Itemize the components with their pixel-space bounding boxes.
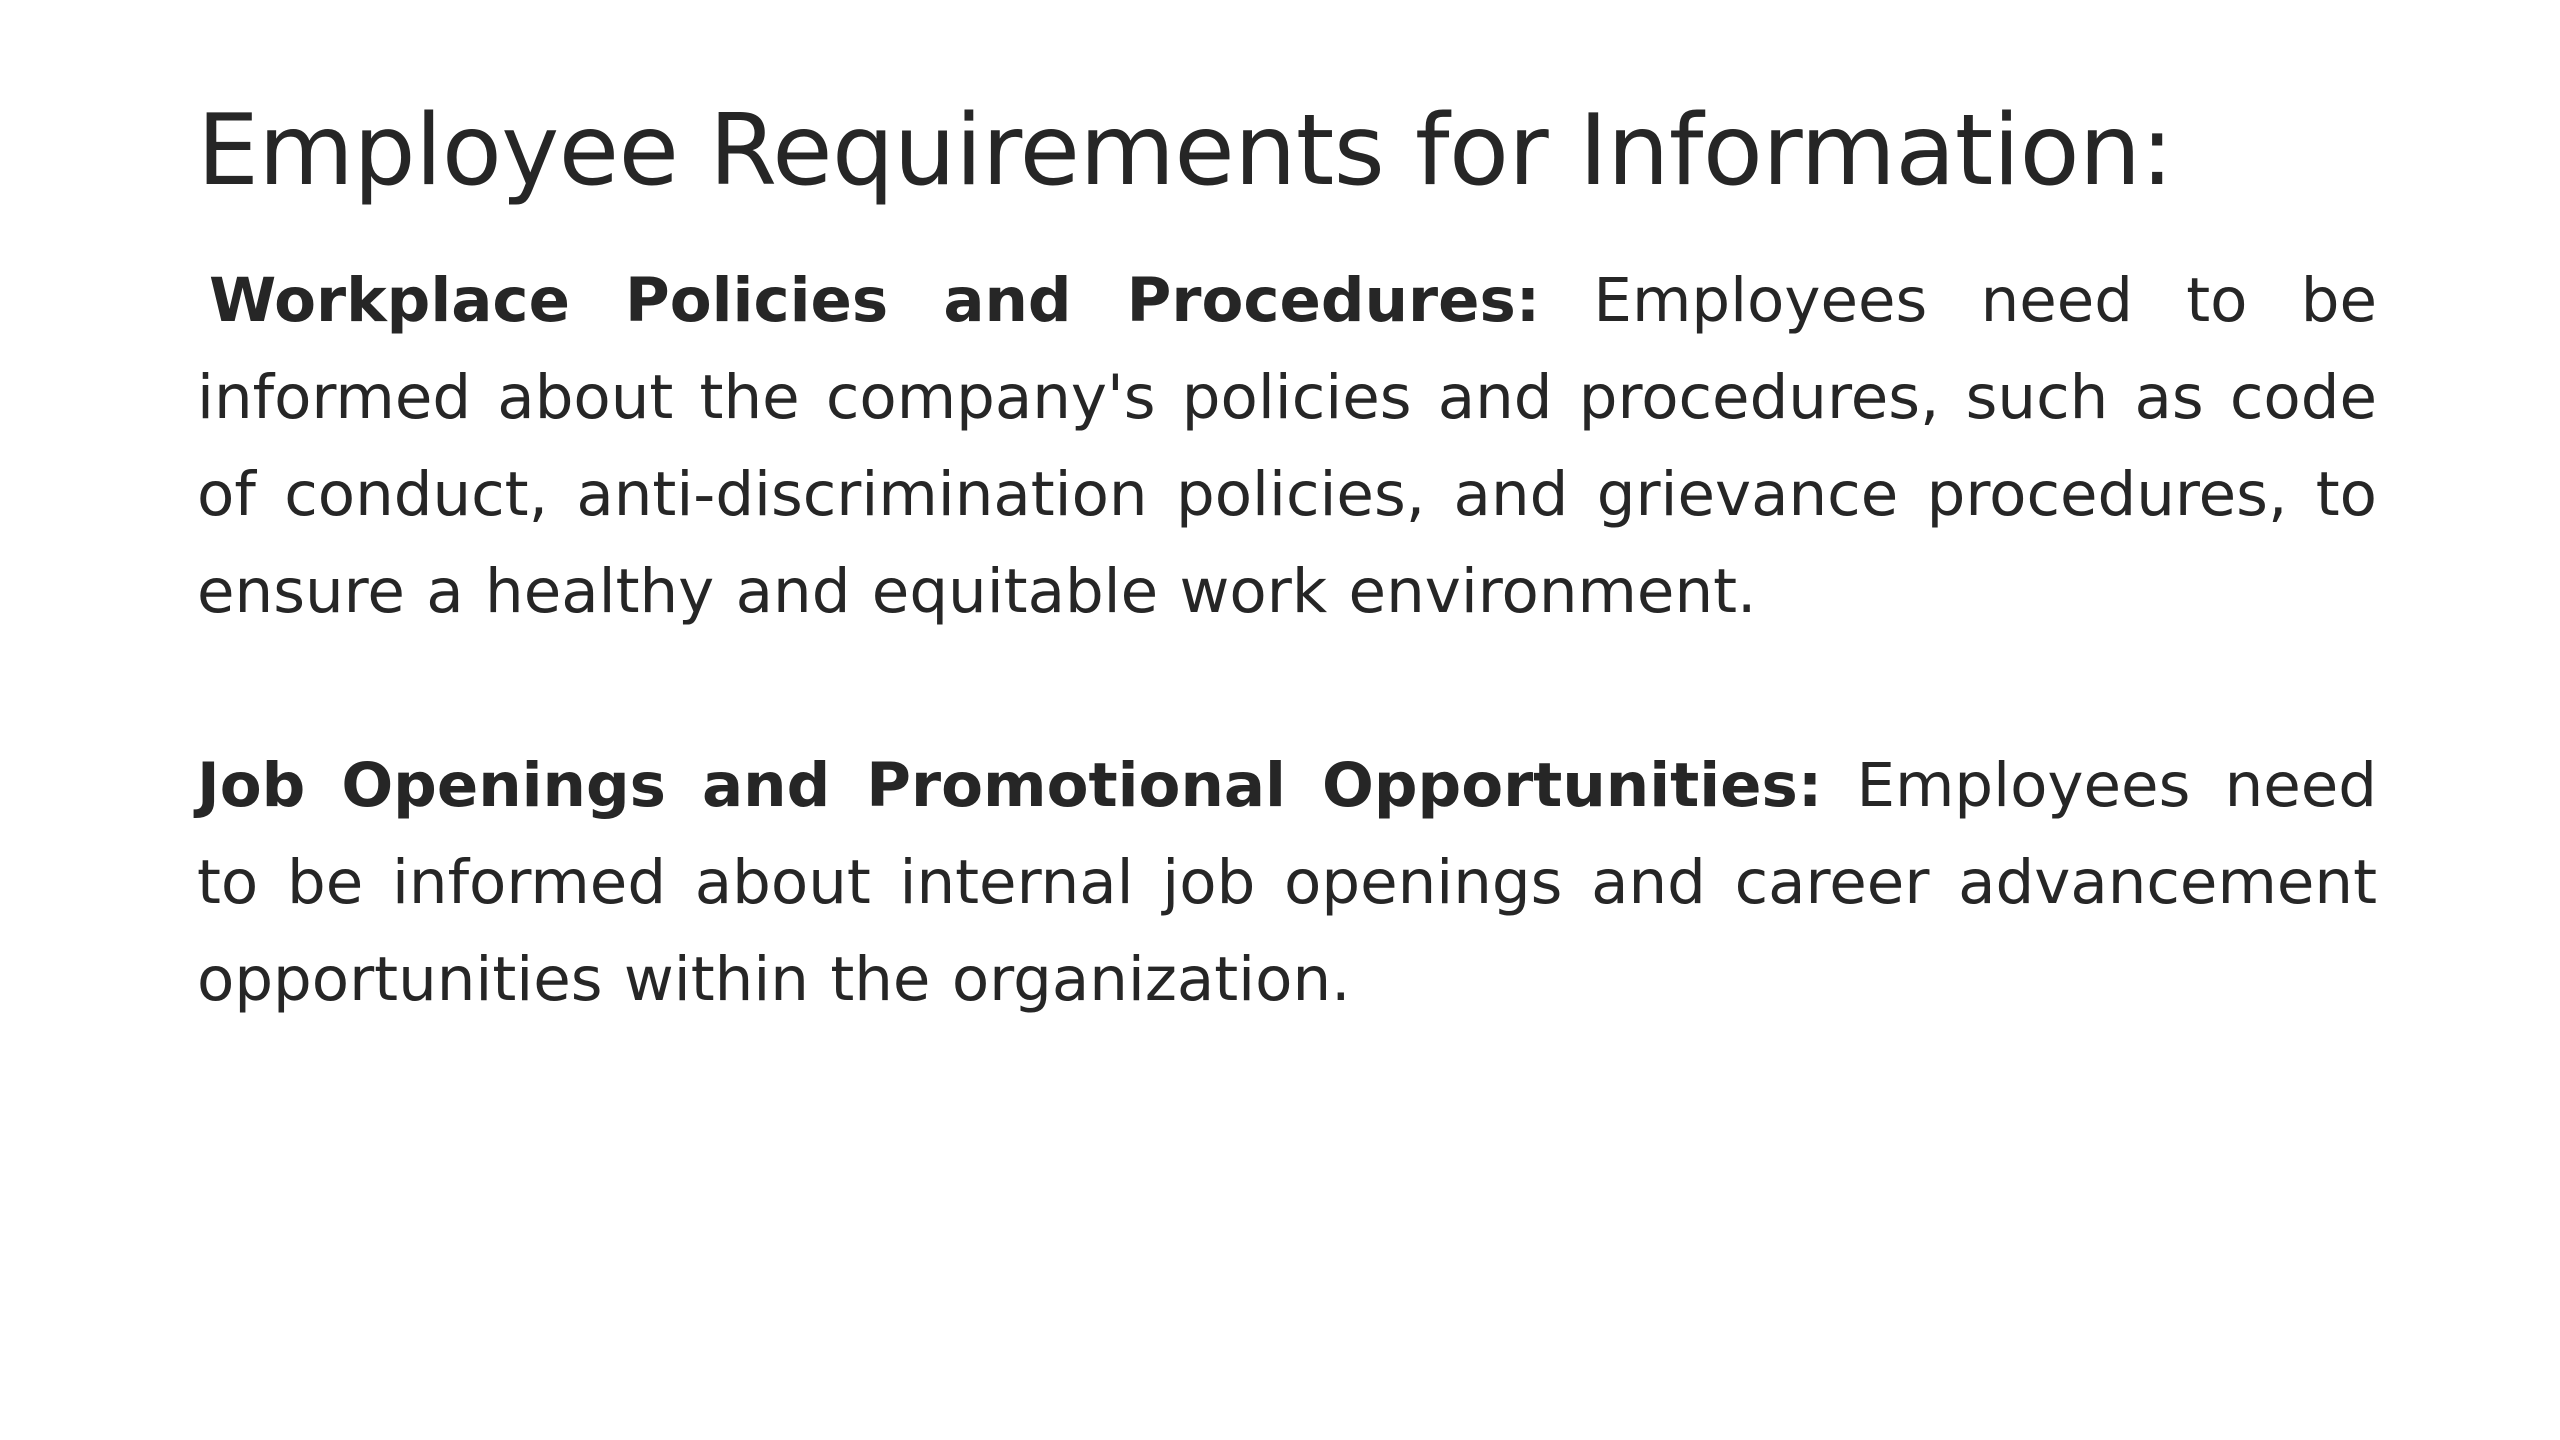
paragraph-heading: Job Openings and Promotional Opportunities: — [197, 750, 1823, 821]
slide-body — [197, 252, 2377, 1028]
paragraph-workplace-policies — [197, 252, 2377, 640]
slide-title: Employee Requirements for Information: — [197, 94, 2174, 208]
paragraph-job-openings — [197, 737, 2377, 1028]
paragraph-heading: Workplace Policies and Procedures: — [209, 265, 1541, 336]
paragraph-text: Employees need to be informed about the company's policies and procedures, such as code of conduct, anti-discrimination policies, and grievance procedures, to ensure a healthy and equitable work environment. — [197, 265, 2378, 627]
paragraph-text: Employees need to be informed about internal job openings and career advancement opportunities within the organization. — [197, 750, 2378, 1015]
